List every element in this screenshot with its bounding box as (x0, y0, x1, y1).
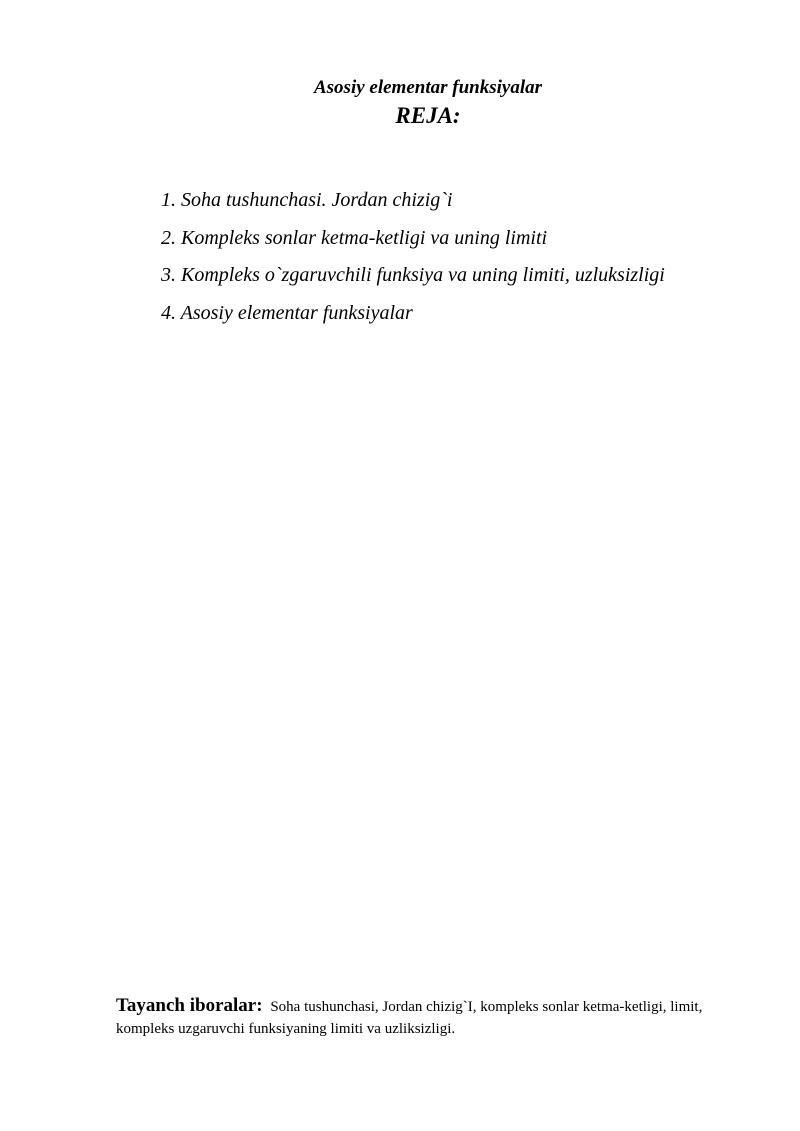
keywords-paragraph (116, 995, 748, 1040)
plan-item: 2. Kompleks sonlar ketma-ketligi va uning limiti (161, 226, 548, 249)
plan-item: 3. Kompleks o`zgaruvchili funksiya va uning limiti, uzluksizligi (161, 264, 665, 286)
plan-item: 1. Soha tushunchasi. Jordan chizig`i (161, 189, 453, 211)
plan-heading: REJA: (395, 103, 461, 128)
plan-item: 4. Asosiy elementar funksiyalar (161, 301, 413, 324)
keywords-text: Soha tushunchasi, Jordan chizig`I, kompleks sonlar ketma-ketligi, limit, kompleks uzgaruvchi funksiyaning limiti va uzliksizligi. (116, 999, 703, 1037)
keywords-label: Tayanch iboralar: (116, 995, 263, 1016)
document-title: Asosiy elementar funksiyalar (313, 77, 542, 98)
plan-list (161, 182, 665, 332)
